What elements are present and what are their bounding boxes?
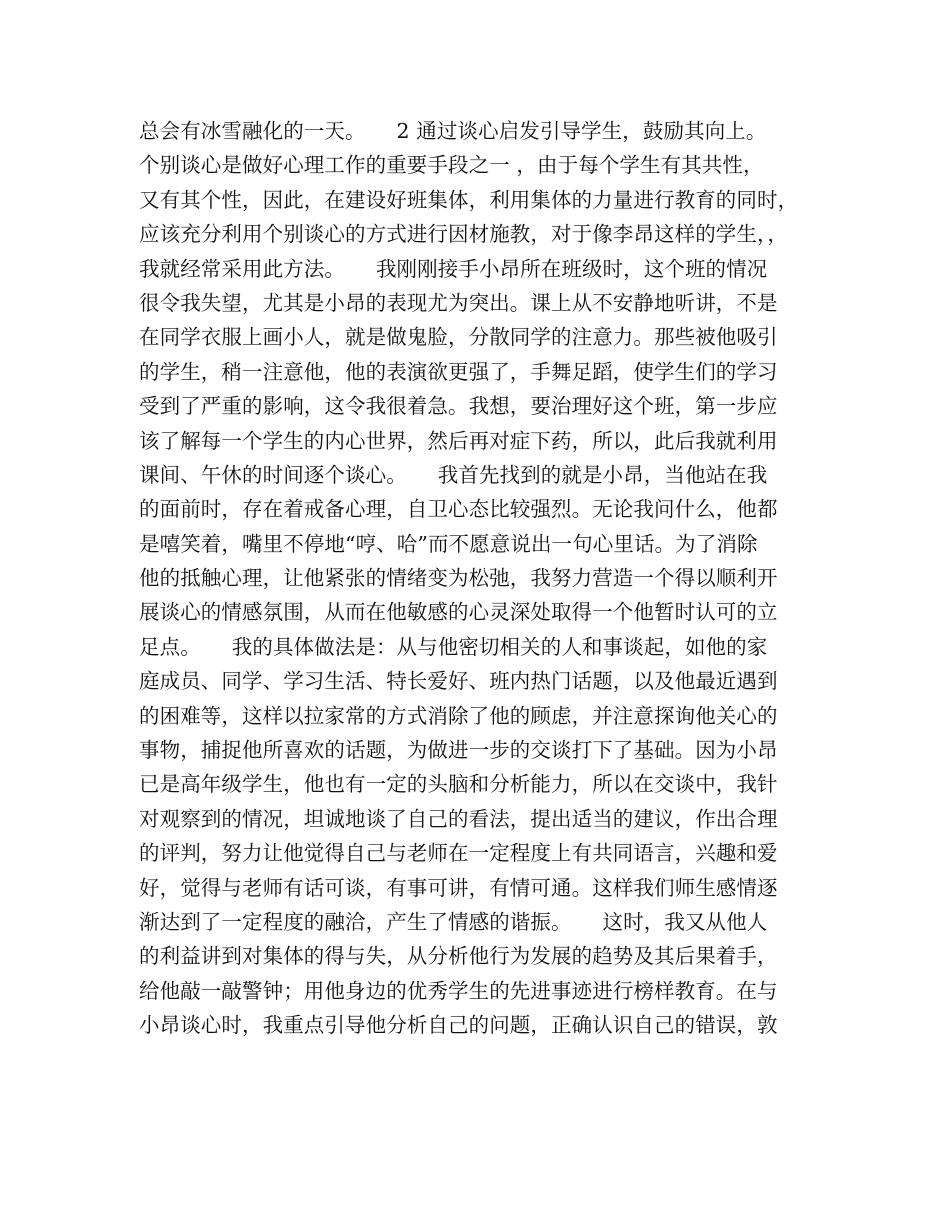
text-line: 渐达到了一定程度的融洽，产生了情感的谐振。 这时，我又从他人 [139, 909, 768, 934]
text-line: 已是高年级学生，他也有一定的头脑和分析能力，所以在交谈中，我针 [139, 772, 778, 797]
text-line: 对观察到的情况，坦诚地谈了自己的看法，提出适当的建议，作出合理 [139, 806, 778, 831]
text-line: 个别谈心是做好心理工作的重要手段之一 ，由于每个学生有其共性， [139, 153, 764, 178]
text-line: 的评判，努力让他觉得自己与老师在一定程度上有共同语言，兴趣和爱 [139, 841, 778, 866]
text-line: 展谈心的情感氛围，从而在他敏感的心灵深处取得一个他暂时认可的立 [139, 600, 778, 625]
text-line: 我就经常采用此方法。 我刚刚接手小昂所在班级时，这个班的情况 [139, 256, 768, 281]
text-line: 的困难等，这样以拉家常的方式消除了他的顾虑，并注意探询他关心的 [139, 703, 778, 728]
text-line: 的利益讲到对集体的得与失，从分析他行为发展的趋势及其后果着手， [139, 944, 778, 969]
text-line: 庭成员、同学、学习生活、特长爱好、班内热门话题，以及他最近遇到 [139, 669, 778, 694]
text-line: 受到了严重的影响，这令我很着急。我想，要治理好这个班，第一步应 [139, 394, 778, 419]
text-line: 在同学衣服上画小人，就是做鬼脸，分散同学的注意力。那些被他吸引 [139, 325, 778, 350]
text-line: 很令我失望，尤其是小昂的表现尤为突出。课上从不安静地听讲，不是 [139, 290, 778, 315]
text-line: 好，觉得与老师有话可谈，有事可讲，有情可通。这样我们师生感情逐 [139, 875, 778, 900]
text-line: 该了解每一个学生的内心世界，然后再对症下药，所以，此后我就利用 [139, 428, 778, 453]
text-line: 他的抵触心理，让他紧张的情绪变为松弛，我努力营造一个得以顺利开 [139, 566, 778, 591]
text-line: 是嘻笑着，嘴里不停地“哼、哈”而不愿意说出一句心里话。为了消除 [139, 531, 758, 556]
text-line: 事物，捕捉他所喜欢的话题，为做进一步的交谈打下了基础。因为小昂 [139, 738, 778, 763]
text-line: 给他敲一敲警钟；用他身边的优秀学生的先进事迹进行榜样教育。在与 [139, 978, 778, 1003]
text-line: 的面前时，存在着戒备心理，自卫心态比较强烈。无论我问什么，他都 [139, 497, 778, 522]
text-line: 总会有冰雪融化的一天。 2 通过谈心启发引导学生，鼓励其向上。 [139, 119, 767, 143]
text-line: 小昂谈心时，我重点引导他分析自己的问题，正确认识自己的错误，敦 [139, 1013, 778, 1038]
text-line: 应该充分利用个别谈心的方式进行因材施教，对于像李昂这样的学生，， [139, 222, 788, 247]
text-line: 又有其个性，因此，在建设好班集体，利用集体的力量进行教育的同时， [139, 187, 799, 212]
body-text [139, 114, 839, 1043]
text-line: 课间、午休的时间逐个谈心。 我首先找到的就是小昂，当他站在我 [139, 462, 768, 487]
text-line: 足点。 我的具体做法是：从与他密切相关的人和事谈起，如他的家 [139, 634, 768, 659]
text-line: 的学生，稍一注意他，他的表演欲更强了，手舞足蹈，使学生们的学习 [139, 359, 778, 384]
